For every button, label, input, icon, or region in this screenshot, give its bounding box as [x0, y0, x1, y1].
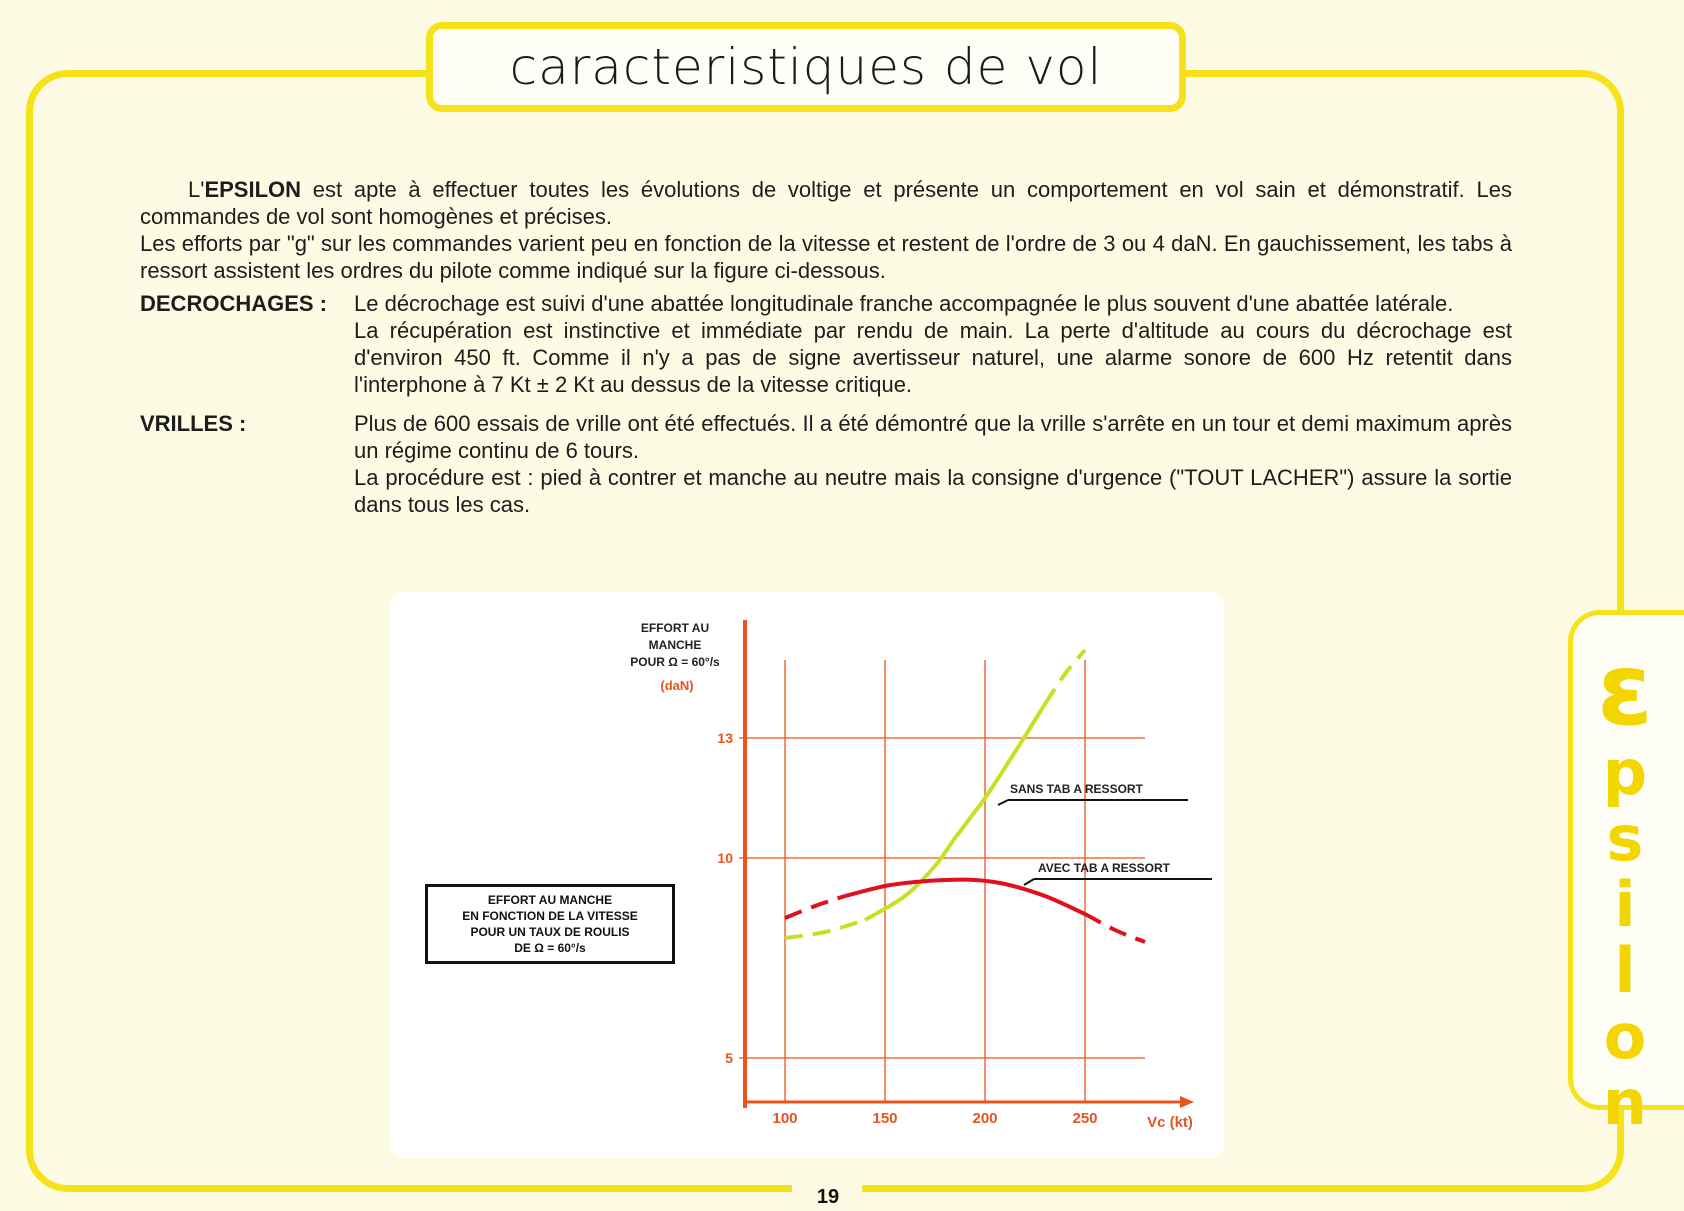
logo-epsilon-glyph: ε: [1597, 631, 1653, 748]
section-paragraph: Plus de 600 essais de vrille ont été effectués. Il a été démontré que la vrille s'arrête en un tour et demi maximum après un régime continu de 6 tours.: [354, 411, 1512, 463]
logo-letter: o: [1603, 1000, 1647, 1073]
series-label-sans-tab: SANS TAB A RESSORT: [1010, 782, 1143, 796]
series-label-avec-tab: AVEC TAB A RESSORT: [1038, 861, 1171, 875]
logo-letter: s: [1606, 802, 1644, 875]
logo-letter: i: [1614, 868, 1636, 941]
page-title: caracteristiques de vol: [509, 38, 1103, 96]
series-line-avec-tab-end: [1085, 914, 1145, 942]
intro-text: est apte à effectuer toutes les évolutions de voltige et présente un comportement en vol sain et démonstratif. Les commandes de vol sont homogènes et précises.: [140, 177, 1512, 229]
y-axis-label-line: MANCHE: [648, 638, 702, 652]
section-label: VRILLES :: [140, 411, 247, 436]
x-tick-label: 250: [1072, 1110, 1098, 1127]
y-tick-label: 10: [717, 850, 733, 866]
x-tick-label: 200: [972, 1110, 998, 1127]
section-paragraph: Le décrochage est suivi d'une abattée longitudinale franche accompagnée le plus souvent d'une abattée latérale.: [354, 291, 1454, 316]
y-axis-label-line: POUR Ω = 60°/s: [630, 655, 720, 669]
section-paragraph: La récupération est instinctive et immédiate par rendu de main. La perte d'altitude au cours du décrochage est d'environ 450 ft. Comme il n'y a pas de signe avertisseur naturel, une alarme sonore de 600 Hz retentit dans l'interphone à 7 Kt ± 2 Kt au dessus de la vitesse critique.: [354, 318, 1512, 397]
series-line-sans-tab-start: [785, 920, 865, 938]
page-number: 19: [816, 1186, 840, 1208]
efforts-paragraph: Les efforts par "g" sur les commandes varient peu en fonction de la vitesse et restent de l'ordre de 3 ou 4 daN. En gauchissement, les tabs à ressort assistent les ordres du pilote comme indiqué sur la figure ci-dessous.: [140, 231, 1512, 283]
intro-prefix: L': [188, 177, 205, 202]
section-paragraph: La procédure est : pied à contrer et manche au neutre mais la consigne d'urgence ("TOUT LACHER") assure la sortie dans tous les cas.: [354, 465, 1512, 517]
caption-line: EFFORT AU MANCHE: [487, 893, 613, 907]
y-axis-unit: (daN): [660, 678, 694, 693]
section-label: DECROCHAGES :: [140, 291, 328, 316]
series-label-pointer: [998, 800, 1008, 805]
caption-line: EN FONCTION DE LA VITESSE: [462, 909, 638, 923]
y-axis-label-line: EFFORT AU: [640, 621, 710, 635]
y-tick-label: 5: [725, 1050, 733, 1066]
logo-letter: l: [1614, 934, 1636, 1007]
caption-line: POUR UN TAUX DE ROULIS: [470, 925, 630, 939]
x-tick-label: 100: [772, 1110, 798, 1127]
series-label-pointer: [1024, 879, 1034, 885]
caption-line: DE Ω = 60°/s: [514, 941, 586, 955]
x-tick-label: 150: [872, 1110, 898, 1127]
series-line-sans-tab-end: [1045, 650, 1085, 704]
series-line-avec-tab-start: [785, 896, 845, 918]
x-axis-label: Vc (kt): [1147, 1114, 1193, 1131]
logo-letter: n: [1602, 1066, 1648, 1139]
y-tick-label: 13: [717, 730, 733, 746]
aircraft-name: EPSILON: [204, 177, 302, 202]
x-axis-arrow: [1180, 1096, 1194, 1108]
logo-letter: p: [1602, 736, 1648, 809]
